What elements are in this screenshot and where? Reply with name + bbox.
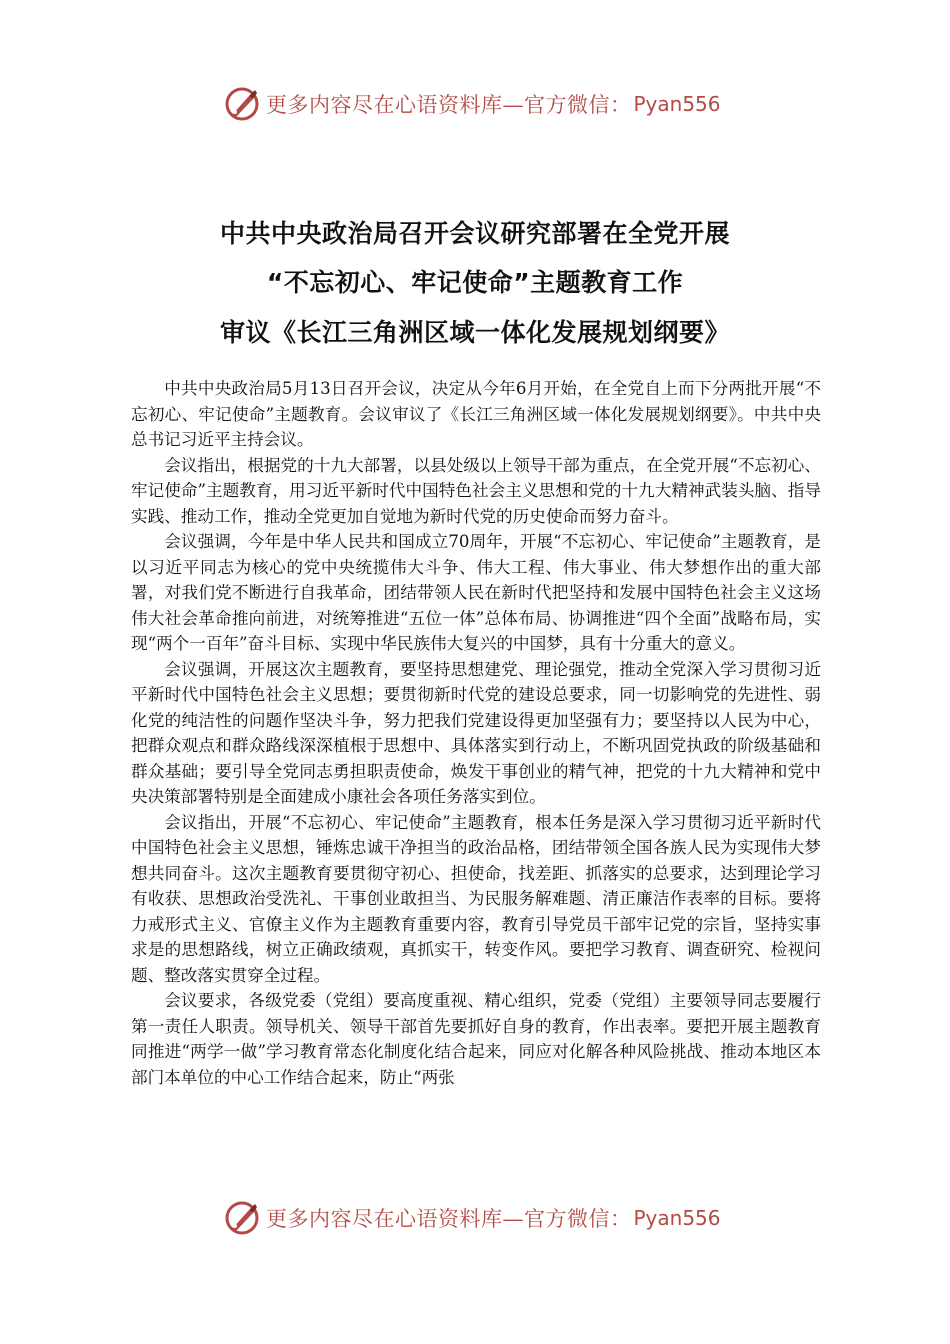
pen-nib-logo-icon (222, 1198, 262, 1238)
paragraph: 会议指出，根据党的十九大部署，以县处级以上领导干部为重点，在全党开展“不忘初心、牢记使命”主题教育，用习近平新时代中国特色社会主义思想和党的十九大精神武装头脑、指导实践、推动工作，推动全党更加自觉地为新时代党的历史使命而努力奋斗。 (131, 455, 821, 526)
watermark-wechat-id: Pyan556 (633, 92, 721, 116)
paragraph: 会议强调，今年是中华人民共和国成立70周年，开展“不忘初心、牢记使命”主题教育，是以习近平同志为核心的党中央统揽伟大斗争、伟大工程、伟大事业、伟大梦想作出的重大部署，对我们党不断进行自我革命，团结带领人民在新时代把坚持和发展中国特色社会主义这场伟大社会革命推向前进，对统筹推进“五位一体”总体布局、协调推进“四个全面”战略布局，实现“两个一百年”奋斗目标、实现中华民族伟大复兴的中国梦，具有十分重大的意义。 (131, 532, 821, 653)
paragraph: 中共中央政治局5月13日召开会议，决定从今年6月开始，在全党自上而下分两批开展“不忘初心、牢记使命”主题教育。会议审议了《长江三角洲区域一体化发展规划纲要》。中共中央总书记习近平主持会议。 (131, 379, 821, 449)
watermark-wechat-id: Pyan556 (633, 1206, 721, 1230)
watermark-footer (222, 1198, 742, 1238)
paragraph: 会议指出，开展“不忘初心、牢记使命”主题教育，根本任务是深入学习贯彻习近平新时代中国特色社会主义思想，锤炼忠诚干净担当的政治品格，团结带领全国各族人民为实现伟大梦想共同奋斗。这次主题教育要贯彻守初心、担使命，找差距、抓落实的总要求，达到理论学习有收获、思想政治受洗礼、干事创业敢担当、为民服务解难题、清正廉洁作表率的目标。要将力戒形式主义、官僚主义作为主题教育重要内容，教育引导党员干部牢记党的宗旨，坚持实事求是的思想路线，树立正确政绩观，真抓实干，转变作风。要把学习教育、调查研究、检视问题、整改落实贯穿全过程。 (131, 812, 821, 985)
pen-nib-logo-icon (222, 84, 262, 124)
watermark-text: 更多内容尽在心语资料库—官方微信： (266, 93, 632, 117)
title-line-1: 中共中央政治局召开会议研究部署在全党开展 (219, 219, 730, 248)
paragraph: 会议强调，开展这次主题教育，要坚持思想建党、理论强党，推动全党深入学习贯彻习近平新时代中国特色社会主义思想；要贯彻新时代党的建设总要求，同一切影响党的先进性、弱化党的纯洁性的问题作坚决斗争，努力把我们党建设得更加坚强有力；要坚持以人民为中心，把群众观点和群众路线深深植根于思想中、具体落实到行动上，不断巩固党执政的阶级基础和群众基础；要引导全党同志勇担职责使命，焕发干事创业的精气神，把党的十九大精神和党中央决策部署特别是全面建成小康社会各项任务落实到位。 (131, 659, 821, 806)
watermark-text: 更多内容尽在心语资料库—官方微信： (266, 1207, 632, 1231)
watermark-header (222, 84, 742, 124)
paragraph: 会议要求，各级党委（党组）要高度重视、精心组织，党委（党组）主要领导同志要履行第一责任人职责。领导机关、领导干部首先要抓好自身的教育，作出表率。要把开展主题教育同推进“两学一做”学习教育常态化制度化结合起来，同应对化解各种风险挑战、推动本地区本部门本单位的中心工作结合起来，防止“两张 (131, 991, 821, 1087)
article-body (131, 376, 821, 1090)
title-line-2: “不忘初心、牢记使命”主题教育工作 (266, 268, 684, 297)
title-line-3: 审议《长江三角洲区域一体化发展规划纲要》 (219, 318, 730, 347)
